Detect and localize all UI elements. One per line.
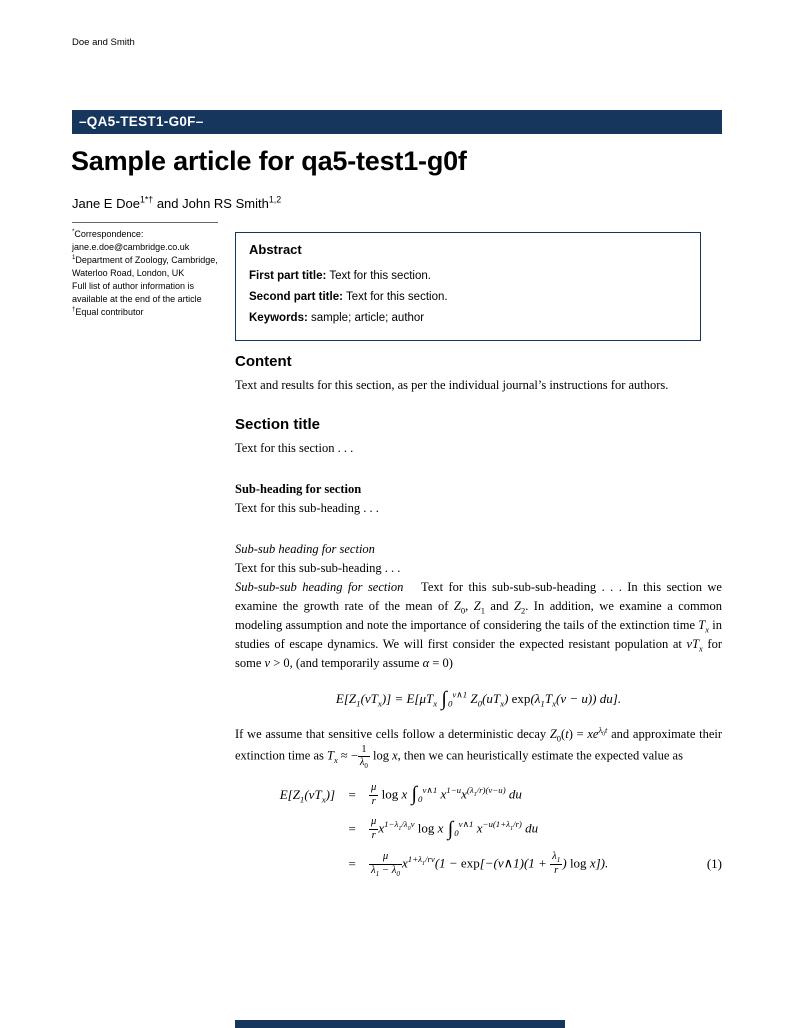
article-id-banner bbox=[72, 110, 722, 134]
equation-display: $E[Z_1(vT_x)] = E[\mu T_x$ $\int_0^{v\wedge 1}$ $Z_0(uT_x) \exp(\lambda_1T_x(v - u))$ du]. bbox=[335, 688, 622, 710]
equation-row bbox=[235, 782, 722, 809]
abstract-first-part-text: Text for this section. bbox=[329, 270, 431, 282]
equation-rhs: $\frac{\mu}{\lambda_1 - \lambda_0}$ $x^{1+\lambda_1/rv}(1$ − exp[−(v∧1)(1 + $\frac{\lambda_1}{r}$ ) log x]). bbox=[371, 850, 609, 878]
affiliation: $^1$Department of Zoology, Cambridge, Waterloo Road, London, UK bbox=[72, 254, 218, 278]
subsub-paragraph: Text for this sub-sub-heading . . . bbox=[235, 561, 401, 575]
abstract-keywords-text: sample; article; author bbox=[311, 312, 425, 324]
equation-relation: = bbox=[347, 786, 357, 802]
article-title: Sample article for qa5-test1-g0f bbox=[71, 146, 467, 176]
author-info-note: Full list of author information is available at the end of the article bbox=[72, 281, 202, 304]
equation-number: (1) bbox=[706, 855, 722, 871]
bottom-banner bbox=[235, 1020, 565, 1028]
abstract-second-part-text: Text for this section. bbox=[345, 291, 448, 303]
abstract-title: Abstract bbox=[249, 242, 302, 257]
sub-heading: Sub-heading for section bbox=[235, 482, 362, 496]
subsubsub-paragraph: Sub-sub-sub heading for section Text for this sub-sub-sub-heading . . . In this section we examine the growth rate of the mean of $Z_0$, $Z_1$ and $Z_2$. In addition, we examine a common modeling assumption and note the importance of considering the tails of the extinction time $T_x$ in studies of escape dynamics. We will first consider the expected resistant population at $vT_x$ for some v > 0, (and temporarily assume α = 0) bbox=[235, 580, 723, 670]
abstract-box bbox=[235, 232, 701, 341]
abstract-keywords bbox=[249, 308, 687, 329]
equation-aligned-block bbox=[235, 782, 722, 878]
equation-rhs: $\frac{\mu}{r}$ $x^{1-\lambda_1/\lambda_0v}$ log x $\int_0^{v\wedge 1}$ $x^{-u(1+\lambda_1/r)}$ du bbox=[371, 816, 539, 842]
abstract-second-part bbox=[249, 287, 687, 308]
abstract-first-part-label: First part title: bbox=[249, 270, 327, 282]
section-heading: Section title bbox=[235, 416, 321, 433]
content-heading: Content bbox=[235, 353, 292, 370]
equation-row bbox=[235, 851, 722, 878]
abstract-keywords-label: Keywords: bbox=[249, 312, 308, 324]
abstract-second-part-label: Second part title: bbox=[249, 291, 343, 303]
abstract-first-part bbox=[249, 266, 687, 287]
correspondence-sidebar bbox=[72, 222, 218, 319]
authors-line: Jane E Doe$^{1*\dagger}$ and John RS Smith$^{1,2}$ bbox=[72, 194, 282, 211]
equation-row bbox=[235, 816, 722, 843]
correspondence-email: jane.e.doe@cambridge.co.uk bbox=[72, 242, 190, 252]
sub-paragraph: Text for this sub-heading . . . bbox=[235, 501, 379, 515]
article-body bbox=[235, 352, 722, 885]
equation-lhs: $E[Z_1(vT_x)]$ bbox=[279, 786, 335, 805]
content-paragraph: Text and results for this section, as per the individual journal’s instructions for authors. bbox=[235, 378, 669, 392]
banner-label: –QA5-TEST1-G0F– bbox=[79, 114, 204, 129]
subsub-heading: Sub-sub heading for section bbox=[235, 542, 375, 556]
section-paragraph: Text for this section . . . bbox=[235, 441, 354, 455]
correspondence-label: *Correspondence: bbox=[72, 228, 144, 239]
equation-rhs: $\frac{\mu}{r}$ log x $\int_0^{v\wedge 1}$ $x^{1-u}x^{(\lambda_1/r)(v-u)}$ du bbox=[371, 781, 522, 807]
equal-contributor-note: †Equal contributor bbox=[72, 306, 144, 317]
equation-relation: = bbox=[347, 821, 357, 837]
estimate-paragraph: If we assume that sensitive cells follow a deterministic decay $Z_0(t) = xe^{\lambda_0t}$ and approximate their extinction time as $T_x$ ≈ − $\frac{1}{\lambda_0}$ log x, then we can heuristically estimate the expected value as bbox=[235, 725, 722, 771]
running-head: Doe and Smith bbox=[72, 37, 135, 48]
equation-relation: = bbox=[347, 855, 357, 871]
